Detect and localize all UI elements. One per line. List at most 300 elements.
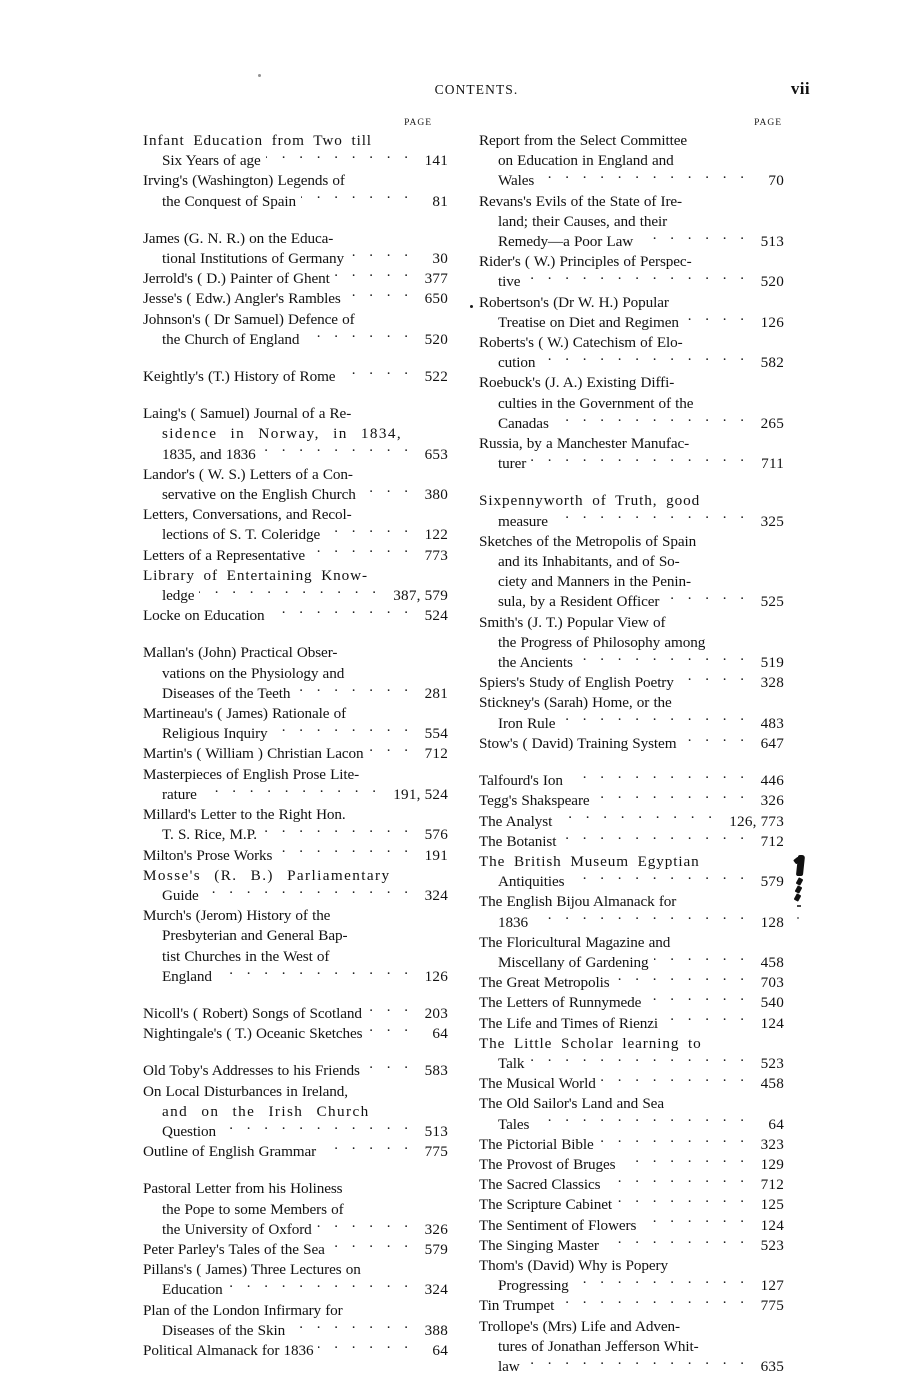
leader-dots: [335, 906, 413, 920]
leader-dots: [358, 465, 413, 479]
contents-entry[interactable]: [143, 404, 448, 465]
leader-dots: [685, 552, 749, 566]
entry-page-number: 326: [760, 792, 784, 810]
leader-dots: [353, 1082, 413, 1096]
entry-title-line: [479, 491, 784, 511]
leader-dots: [270, 606, 413, 620]
contents-entry[interactable]: [479, 1216, 784, 1236]
contents-entry[interactable]: [479, 852, 784, 892]
contents-entry[interactable]: [143, 289, 448, 309]
entry-title-line: [479, 1135, 784, 1155]
entry-text: Progressing: [498, 1277, 569, 1295]
entry-title-line: [479, 693, 784, 713]
entry-text: Diseases of the Skin: [162, 1321, 286, 1339]
leader-dots: [559, 1296, 749, 1310]
entry-text: James (G. N. R.) on the Educa-: [143, 229, 334, 247]
entry-continuation-line: [479, 1276, 784, 1296]
entry-continuation-line: [479, 1115, 784, 1135]
contents-entry[interactable]: [143, 1260, 448, 1300]
contents-entry[interactable]: [143, 643, 448, 704]
entry-text: Antiquities: [498, 873, 565, 891]
contents-entry[interactable]: [479, 333, 784, 373]
entry-title-line: [143, 289, 448, 309]
contents-entry[interactable]: [143, 505, 448, 545]
alphabetical-group-gap: [143, 212, 448, 229]
contents-entry[interactable]: [479, 812, 784, 832]
contents-entry[interactable]: [143, 1301, 448, 1341]
entry-text: On Local Disturbances in Ireland,: [143, 1082, 348, 1100]
leader-dots: [202, 785, 381, 799]
leader-dots: [605, 1175, 749, 1189]
contents-entry[interactable]: [479, 293, 784, 333]
leader-dots: [710, 633, 749, 647]
leader-dots: [621, 1155, 750, 1169]
contents-entry[interactable]: [143, 805, 448, 845]
entry-page-number: 124: [760, 1216, 784, 1234]
leader-dots: [318, 1341, 413, 1355]
contents-entry[interactable]: [479, 771, 784, 791]
entry-text: Six Years of age: [162, 152, 261, 170]
leader-dots: [674, 293, 749, 307]
contents-entry[interactable]: [143, 1082, 448, 1143]
entry-text: culties in the Government of the: [498, 394, 694, 412]
entry-text: tures of Jonathan Jefferson Whit-: [498, 1337, 699, 1355]
leader-dots: [697, 252, 749, 266]
alphabetical-group-gap: [143, 987, 448, 1004]
entry-page-number: 64: [768, 1115, 784, 1133]
leader-dots: [554, 414, 749, 428]
contents-entry[interactable]: [143, 1341, 448, 1361]
entry-continuation-line: [143, 1122, 448, 1142]
entry-title-line: [143, 1024, 448, 1044]
contents-entry[interactable]: [479, 832, 784, 852]
entry-page-number: 483: [760, 714, 784, 732]
entry-text: and its Inhabitants, and of So-: [498, 553, 680, 571]
contents-entry[interactable]: [479, 434, 784, 474]
entry-continuation-line: [479, 313, 784, 333]
entry-text: 1835, and 1836: [162, 445, 256, 463]
entry-page-number: 458: [760, 953, 784, 971]
entry-text: law: [498, 1357, 520, 1375]
contents-entry[interactable]: [143, 1061, 448, 1081]
entry-page-number: 650: [424, 290, 448, 308]
entry-text: ciety and Manners in the Penin-: [498, 573, 691, 591]
entry-page-number: 523: [760, 1054, 784, 1072]
leader-dots: [595, 791, 749, 805]
entry-page-number: 380: [424, 486, 448, 504]
leader-dots: [673, 1256, 749, 1270]
entry-continuation-line: [143, 586, 448, 606]
leader-dots: [295, 684, 413, 698]
entry-text: rature: [162, 785, 197, 803]
leader-dots: [273, 724, 413, 738]
contents-entry[interactable]: [143, 229, 448, 269]
entry-continuation-line: [479, 633, 784, 653]
entry-page-number: 203: [424, 1004, 448, 1022]
alphabetical-group-gap: [143, 1162, 448, 1179]
entry-continuation-line: [479, 714, 784, 734]
entry-text: Tegg's Shakspeare: [479, 792, 590, 810]
entry-text: The Great Metropolis: [479, 974, 610, 992]
entry-text: Sixpennyworth of Truth, good: [479, 492, 701, 510]
entry-title-line: [479, 532, 784, 552]
entry-text: Murch's (Jerom) History of the: [143, 907, 331, 925]
entry-page-number: 126: [760, 313, 784, 331]
entry-title-line: [143, 606, 448, 626]
entry-text: The Analyst: [479, 812, 553, 830]
leader-dots: [321, 1142, 413, 1156]
contents-entry[interactable]: [479, 373, 784, 434]
leader-dots: [560, 714, 749, 728]
entry-title-line: [143, 269, 448, 289]
contents-entry[interactable]: [479, 491, 784, 531]
leader-dots: [670, 613, 749, 627]
contents-entry[interactable]: [479, 1034, 784, 1074]
entry-continuation-line: [479, 913, 784, 933]
entry-text: Robertson's (Dr W. H.) Popular: [479, 293, 669, 311]
leader-dots: [677, 693, 749, 707]
entry-page-number: 703: [760, 974, 784, 992]
entry-title-line: [143, 805, 448, 825]
entry-continuation-line: [143, 249, 448, 269]
leader-dots: [369, 744, 414, 758]
contents-entry[interactable]: [479, 1155, 784, 1175]
entry-page-number: 126, 773: [729, 812, 784, 830]
leader-dots: [533, 913, 749, 927]
entry-continuation-line: [479, 1337, 784, 1357]
leader-dots: [348, 1301, 413, 1315]
entry-page-number: 583: [424, 1062, 448, 1080]
contents-entry[interactable]: [143, 866, 448, 906]
entry-text: The Letters of Runnymede: [479, 994, 642, 1012]
contents-entry[interactable]: [143, 606, 448, 626]
contents-entry[interactable]: [143, 1179, 448, 1240]
leader-dots: [204, 886, 413, 900]
entry-page-number: 540: [760, 994, 784, 1012]
contents-entry[interactable]: [143, 1004, 448, 1024]
contents-entry[interactable]: [479, 1074, 784, 1094]
leader-dots: [330, 1240, 413, 1254]
entry-title-line: [479, 1296, 784, 1316]
entry-text: The English Bijou Almanack for: [479, 893, 677, 911]
leader-dots: [694, 434, 749, 448]
entry-title-line: [143, 866, 448, 886]
entry-text: Tales: [498, 1115, 530, 1133]
leader-dots: [360, 310, 413, 324]
contents-entry[interactable]: [143, 131, 448, 171]
leader-dots: [539, 171, 749, 185]
entry-page-number: 579: [760, 873, 784, 891]
contents-entry[interactable]: [479, 131, 784, 192]
entry-text: Rider's ( W.) Principles of Perspec-: [479, 253, 692, 271]
entry-title-line: [143, 1301, 448, 1321]
entry-text: Smith's (J. T.) Popular View of: [479, 613, 666, 631]
entry-page-number: 773: [424, 546, 448, 564]
entry-page-number: 191, 524: [393, 785, 448, 803]
alphabetical-group-gap: [143, 350, 448, 367]
entry-continuation-line: [143, 825, 448, 845]
leader-dots: [325, 525, 413, 539]
entry-title-line: [143, 1240, 448, 1260]
leader-dots: [705, 852, 749, 866]
leader-dots: [568, 771, 749, 785]
entry-text: Millard's Letter to the Right Hon.: [143, 806, 346, 824]
entry-title-line: [479, 1317, 784, 1337]
entry-title-line: [479, 933, 784, 953]
contents-entry[interactable]: [143, 310, 448, 350]
entry-text: the Ancients: [498, 654, 573, 672]
entry-title-line: [479, 293, 784, 313]
contents-entry[interactable]: [479, 734, 784, 754]
entry-text: Roebuck's (J. A.) Existing Diffi-: [479, 374, 675, 392]
contents-entry[interactable]: [143, 546, 448, 566]
leader-dots: [217, 967, 413, 981]
alphabetical-group-gap: [479, 754, 784, 771]
entry-continuation-line: [479, 394, 784, 414]
contents-entry[interactable]: [143, 566, 448, 606]
leader-dots: [557, 812, 717, 826]
leader-dots: [531, 454, 749, 468]
leader-dots: [361, 485, 413, 499]
leader-dots: [669, 1094, 749, 1108]
contents-entry[interactable]: [143, 846, 448, 866]
entry-title-line: [479, 673, 784, 693]
entry-text: tive: [498, 273, 521, 291]
entry-continuation-line: [143, 664, 448, 684]
leader-dots: [679, 673, 749, 687]
leader-dots: [698, 394, 749, 408]
entry-text: The Sentiment of Flowers: [479, 1216, 637, 1234]
entry-page-number: 281: [424, 684, 448, 702]
entry-text: servative on the English Church: [162, 486, 356, 504]
entry-page-number: 576: [424, 826, 448, 844]
entry-continuation-line: [143, 1280, 448, 1300]
leader-dots: [615, 973, 749, 987]
leader-dots: [641, 1216, 749, 1230]
entry-text: The British Museum Egyptian: [479, 852, 700, 870]
leader-dots: [604, 1236, 749, 1250]
contents-entry[interactable]: [479, 1236, 784, 1256]
leader-dots: [705, 491, 749, 505]
entry-page-number: 513: [424, 1122, 448, 1140]
leader-dots: [525, 272, 749, 286]
entry-text: the University of Oxford: [162, 1220, 312, 1238]
contents-entry[interactable]: [143, 1024, 448, 1044]
entry-text: Tin Trumpet: [479, 1297, 555, 1315]
entry-page-number: 323: [760, 1135, 784, 1153]
entry-text: Masterpieces of English Prose Lite-: [143, 765, 360, 783]
contents-entry[interactable]: [479, 532, 784, 613]
entry-text: Remedy—a Poor Law: [498, 233, 634, 251]
leader-dots: [262, 825, 413, 839]
entry-title-line: [143, 906, 448, 926]
contents-entry[interactable]: [479, 1256, 784, 1296]
entry-title-line: [479, 892, 784, 912]
entry-continuation-line: [479, 232, 784, 252]
entry-page-number: 122: [424, 526, 448, 544]
entry-text: The Botanist: [479, 832, 557, 850]
entry-continuation-line: [143, 926, 448, 946]
entry-title-line: [143, 1142, 448, 1162]
entry-continuation-line: [479, 171, 784, 191]
alphabetical-group-gap: [143, 626, 448, 643]
contents-entry[interactable]: [143, 744, 448, 764]
leader-dots: [704, 1337, 749, 1351]
entry-text: vations on the Physiology and: [162, 664, 345, 682]
alphabetical-group-gap: [479, 474, 784, 491]
leader-dots: [349, 664, 413, 678]
entry-continuation-line: [479, 353, 784, 373]
entry-page-number: 458: [760, 1075, 784, 1093]
entry-text: measure: [498, 512, 548, 530]
leader-dots: [290, 1321, 413, 1335]
entry-continuation-line: [479, 212, 784, 232]
leader-dots: [366, 1260, 413, 1274]
leader-dots: [228, 1280, 413, 1294]
leader-dots: [346, 289, 413, 303]
contents-entry[interactable]: [143, 704, 448, 744]
entry-continuation-line: [479, 151, 784, 171]
contents-entry[interactable]: [143, 269, 448, 289]
entry-page-number: 446: [760, 772, 784, 790]
contents-entry[interactable]: [143, 1142, 448, 1162]
entry-title-line: [479, 1014, 784, 1034]
entry-text: The Little Scholar learning to: [479, 1034, 702, 1052]
entry-text: Guide: [162, 886, 199, 904]
contents-entry[interactable]: [479, 993, 784, 1013]
entry-page-number: 191: [424, 846, 448, 864]
contents-entry[interactable]: [479, 1195, 784, 1215]
contents-entry[interactable]: [479, 973, 784, 993]
entry-page-number: 324: [424, 886, 448, 904]
margin-ink-mark: [793, 855, 819, 927]
entry-title-line: [479, 1216, 784, 1236]
entry-text: Nicoll's ( Robert) Songs of Scotland: [143, 1004, 362, 1022]
leader-dots: [561, 832, 749, 846]
contents-entry[interactable]: [479, 673, 784, 693]
alphabetical-group-gap: [143, 387, 448, 404]
entry-page-number: 524: [424, 607, 448, 625]
entry-title-line: [479, 734, 784, 754]
entry-page-number: 523: [760, 1236, 784, 1254]
contents-entry[interactable]: [143, 906, 448, 987]
entry-text: Jerrold's ( D.) Painter of Ghent: [143, 270, 330, 288]
entry-text: Plan of the London Infirmary for: [143, 1301, 343, 1319]
contents-entry[interactable]: [479, 791, 784, 811]
contents-entry[interactable]: [479, 693, 784, 733]
entry-text: The Life and Times of Rienzi: [479, 1014, 658, 1032]
contents-entry[interactable]: [479, 252, 784, 292]
entry-continuation-line: [479, 653, 784, 673]
entry-text: Thom's (David) Why is Popery: [479, 1256, 668, 1274]
contents-entry[interactable]: [479, 1094, 784, 1134]
leader-dots: [569, 872, 749, 886]
leader-dots: [304, 330, 413, 344]
leader-dots: [351, 805, 413, 819]
leader-dots: [266, 151, 413, 165]
contents-entry[interactable]: [479, 892, 784, 932]
entry-text: Wales: [498, 172, 535, 190]
contents-entry[interactable]: [479, 1135, 784, 1155]
contents-entry[interactable]: [479, 613, 784, 674]
entry-list-left: [143, 131, 448, 1361]
entry-continuation-line: [479, 1357, 784, 1377]
entry-page-number: 70: [768, 172, 784, 190]
entry-text: Old Toby's Addresses to his Friends: [143, 1062, 360, 1080]
entry-text: Talk: [498, 1054, 525, 1072]
contents-entry[interactable]: [479, 192, 784, 253]
entry-page-number: 579: [424, 1240, 448, 1258]
entry-continuation-line: [479, 1054, 784, 1074]
entry-text: lections of S. T. Coleridge: [162, 526, 321, 544]
leader-dots: [377, 131, 413, 145]
entry-page-number: 81: [432, 192, 448, 210]
contents-entry[interactable]: [479, 933, 784, 973]
entry-continuation-line: [143, 151, 448, 171]
entry-title-line: [143, 1082, 448, 1102]
leader-dots: [574, 1276, 749, 1290]
entry-text: Letters, Conversations, and Recol-: [143, 506, 352, 524]
entry-text: Spiers's Study of English Poetry: [479, 674, 674, 692]
leader-dots: [407, 424, 413, 438]
leader-dots: [367, 1004, 413, 1018]
contents-entry[interactable]: [143, 465, 448, 505]
entry-title-line: [479, 613, 784, 633]
entry-text: sidence in Norway, in 1834,: [162, 425, 403, 443]
entry-text: Martin's ( William ) Christian Lacon: [143, 745, 364, 763]
stray-ink-dot: [470, 305, 473, 308]
contents-entry[interactable]: [143, 765, 448, 805]
entry-text: T. S. Rice, M.P.: [162, 826, 257, 844]
entry-title-line: [479, 1236, 784, 1256]
contents-entry[interactable]: [143, 171, 448, 211]
leader-dots: [375, 1102, 413, 1116]
contents-entry[interactable]: [479, 1175, 784, 1195]
entry-list-right: [479, 131, 784, 1377]
entry-page-number: 711: [761, 455, 784, 473]
leader-dots: [663, 1014, 749, 1028]
entry-continuation-line: [143, 192, 448, 212]
contents-entry[interactable]: [479, 1317, 784, 1377]
entry-text: The Sacred Classics: [479, 1176, 601, 1194]
entry-text: Jesse's ( Edw.) Angler's Rambles: [143, 290, 341, 308]
contents-entry[interactable]: [479, 1296, 784, 1316]
contents-entry[interactable]: [143, 367, 448, 387]
contents-entry[interactable]: [143, 1240, 448, 1260]
entry-title-line: [479, 1256, 784, 1276]
entry-title-line: [479, 771, 784, 791]
entry-text: Diseases of the Teeth: [162, 684, 291, 702]
entry-text: Report from the Select Committee: [479, 132, 687, 149]
entry-text: Pastoral Letter from his Holiness: [143, 1180, 343, 1198]
leader-dots: [340, 367, 413, 381]
leader-dots: [349, 249, 413, 263]
entry-page-number: 519: [760, 654, 784, 672]
entry-text: Miscellany of Gardening: [498, 953, 649, 971]
entry-page-number: 326: [424, 1220, 448, 1238]
contents-entry[interactable]: [479, 1014, 784, 1034]
entry-text: 1836: [498, 913, 528, 931]
entry-page-number: 128: [760, 913, 784, 931]
entry-title-line: [143, 367, 448, 387]
leader-dots: [351, 704, 413, 718]
entry-text: Infant Education from Two till: [143, 132, 372, 149]
leader-dots: [350, 171, 413, 185]
entry-title-line: [479, 973, 784, 993]
entry-continuation-line: [143, 330, 448, 350]
entry-continuation-line: [479, 953, 784, 973]
alphabetical-group-gap: [143, 1044, 448, 1061]
